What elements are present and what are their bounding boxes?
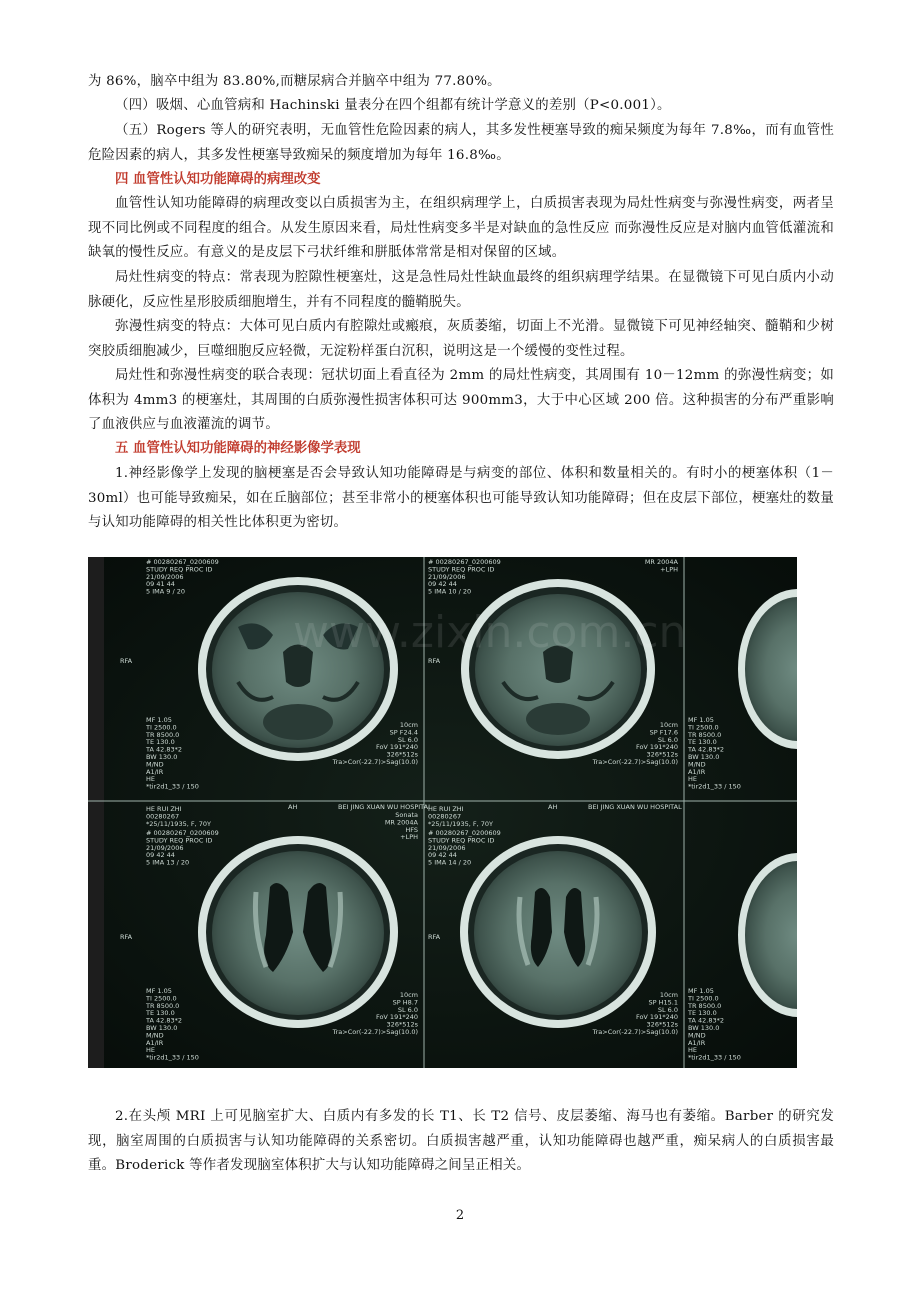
mri-right-line: 326*512s xyxy=(386,1020,418,1029)
mri-orientation-label: AH xyxy=(288,803,298,811)
mri-right-line: SL 6.0 xyxy=(657,1005,678,1014)
mri-right-line: Tra>Cor(-22.7)>Sag(10.0) xyxy=(332,1028,418,1036)
paragraph-p7: 局灶性和弥漫性病变的联合表现：冠状切面上看直径为 2mm 的局灶性病变，其周围有 10－12mm 的弥漫性病变；如体积为 4mm3 的梗塞灶，其周围的白质弥漫性损害体积可达 900mm3，大于中心区域 200 倍。这种损害的分布严重影响了血液供应与血液灌流的调节。 xyxy=(88,368,834,432)
mri-right-line: SL 6.0 xyxy=(397,735,418,744)
mri-header-line: # 00280267_0200609 xyxy=(428,558,501,566)
mri-patient-line: *25/11/1935, F, 70Y xyxy=(146,819,211,828)
mri-right-line: 326*512s xyxy=(386,750,418,759)
mri-param-line: TE 130.0 xyxy=(688,738,717,747)
paragraph-p1: 为 86%，脑卒中组为 83.80%,而糖尿病合并脑卒中组为 77.80%。 xyxy=(88,74,501,89)
mri-top-right-line: +LPH xyxy=(400,833,418,842)
mri-patient-line: *25/11/1935, F, 70Y xyxy=(428,819,493,828)
mri-orientation-label: AH xyxy=(548,803,558,811)
mri-param-line: BW 130.0 xyxy=(146,753,178,761)
mri-slice-top-left xyxy=(198,577,398,761)
brain-tissue xyxy=(474,851,642,1015)
mri-header-line: # 00280267_0200609 xyxy=(146,558,219,566)
mri-top-right-line: Sonata xyxy=(395,811,418,819)
mri-header-line: 09 41 44 xyxy=(146,580,175,589)
mri-param-line: BW 130.0 xyxy=(688,753,720,761)
mri-hospital-label: BEI JING XUAN WU HOSPITAL xyxy=(338,803,432,811)
mri-right-line: 326*512s xyxy=(646,1020,678,1029)
mri-right-line: SP H15.1 xyxy=(648,998,678,1007)
mri-param-line: A1/IR xyxy=(146,767,164,776)
mri-param-line: A1/IR xyxy=(688,1038,706,1047)
mri-slice-bottom-left xyxy=(198,836,398,1028)
mri-param-line: M/ND xyxy=(688,1031,706,1040)
mri-right-line: SP F24.4 xyxy=(389,728,418,737)
film-left-edge xyxy=(88,557,104,1068)
mri-header-line: 09 42 44 xyxy=(146,851,175,860)
mri-patient-line: HE RUI ZHI xyxy=(146,805,182,813)
mri-param-line: BW 130.0 xyxy=(688,1024,720,1032)
mri-right-line: Tra>Cor(-22.7)>Sag(10.0) xyxy=(592,758,678,766)
mri-right-line: Tra>Cor(-22.7)>Sag(10.0) xyxy=(592,1028,678,1036)
mri-header-line: 5 IMA 9 / 20 xyxy=(146,587,185,596)
mri-header-line: 21/09/2006 xyxy=(428,843,466,852)
mri-right-line: SL 6.0 xyxy=(657,735,678,744)
mri-side-label: RFA xyxy=(120,933,133,941)
mri-header-line: 5 IMA 14 / 20 xyxy=(428,858,472,867)
paragraph-p6: 弥漫性病变的特点：大体可见白质内有腔隙灶或瘢痕，灰质萎缩，切面上不光滑。显微镜下可见神经轴突、髓鞘和少树突胶质细胞减少，巨噬细胞反应轻微，无淀粉样蛋白沉积，说明这是一个缓慢的变性过程。 xyxy=(88,319,834,359)
mri-param-line: HE xyxy=(688,775,697,784)
mri-top-right-line: MR 2004A xyxy=(644,558,678,566)
mri-header-line: STUDY REQ PROC ID xyxy=(428,565,495,574)
mri-right-line: FoV 191*240 xyxy=(375,743,418,752)
brain-tissue xyxy=(212,851,384,1015)
mri-header-line: # 00280267_0200609 xyxy=(146,829,219,837)
mri-param-line: M/ND xyxy=(146,1031,164,1040)
mri-patient-line: 00280267 xyxy=(146,812,180,821)
mri-param-line: *tir2d1_33 / 150 xyxy=(688,782,741,791)
mri-side-label: RFA xyxy=(428,657,441,665)
mri-film-image xyxy=(88,557,797,1068)
mri-param-line: HE xyxy=(146,1046,155,1055)
mri-top-right-line: MR 2004A xyxy=(384,818,418,827)
mri-param-line: TI 2500.0 xyxy=(688,723,719,732)
mri-param-line: TI 2500.0 xyxy=(688,994,719,1003)
mri-header-line: STUDY REQ PROC ID xyxy=(146,836,213,845)
mri-param-line: TE 130.0 xyxy=(146,738,175,747)
mri-right-line: 326*512s xyxy=(646,750,678,759)
mri-param-line: HE xyxy=(688,1046,697,1055)
mri-header-line: STUDY REQ PROC ID xyxy=(146,565,213,574)
mri-param-line: BW 130.0 xyxy=(146,1024,178,1032)
mri-header-line: STUDY REQ PROC ID xyxy=(428,836,495,845)
mri-top-right-line: +LPH xyxy=(660,565,678,574)
section-heading-4: 四 血管性认知功能障碍的病理改变 xyxy=(115,172,321,187)
mri-right-line: SP F17.6 xyxy=(649,728,678,737)
mri-right-line: FoV 191*240 xyxy=(635,743,678,752)
mri-slice-top-right xyxy=(461,579,655,759)
paragraph-p5: 局灶性病变的特点：常表现为腔隙性梗塞灶，这是急性局灶性缺血最终的组织病理学结果。在显微镜下可见白质内小动脉硬化，反应性星形胶质细胞增生，并有不同程度的髓鞘脱失。 xyxy=(88,270,834,310)
mri-param-line: TR 8500.0 xyxy=(688,730,722,739)
mri-patient-line: HE RUI ZHI xyxy=(428,805,464,813)
page-number: 2 xyxy=(455,1208,465,1223)
mri-param-line: M/ND xyxy=(688,760,706,769)
mri-param-line: A1/IR xyxy=(146,1038,164,1047)
mri-param-line: TR 8500.0 xyxy=(688,1001,722,1010)
midbrain xyxy=(526,703,590,735)
mri-param-line: TA 42.83*2 xyxy=(688,1016,724,1025)
mri-side-label: RFA xyxy=(120,657,133,665)
mri-right-line: SL 6.0 xyxy=(397,1005,418,1014)
mri-figure xyxy=(88,557,797,1068)
mri-header-line: 21/09/2006 xyxy=(146,843,184,852)
mri-param-line: TR 8500.0 xyxy=(146,730,180,739)
mri-top-right-line: HFS xyxy=(405,825,418,834)
mri-param-line: MF 1.05 xyxy=(146,987,172,995)
mri-header-line: 21/09/2006 xyxy=(428,572,466,581)
paragraph-p4: 血管性认知功能障碍的病理改变以白质损害为主，在组织病理学上，白质损害表现为局灶性病变与弥漫性病变，两者呈现不同比例或不同程度的组合。从发生原因来看，局灶性病变多半是对缺血的急性反应 而弥漫性反应是对脑内血管低灌流和缺氧的慢性反应。有意义的是皮层下弓状纤维和胼胝体常常是相对保留的区域。 xyxy=(88,196,834,260)
mri-header-line: 21/09/2006 xyxy=(146,572,184,581)
mri-param-line: TA 42.83*2 xyxy=(146,1016,182,1025)
mri-param-line: TE 130.0 xyxy=(146,1009,175,1018)
mri-header-line: 5 IMA 13 / 20 xyxy=(146,858,190,867)
mri-param-line: *tir2d1_33 / 150 xyxy=(146,782,199,791)
mri-right-line: Tra>Cor(-22.7)>Sag(10.0) xyxy=(332,758,418,766)
mri-hospital-label: BEI JING XUAN WU HOSPITAL xyxy=(588,803,682,811)
watermark-text: www.zixin.com.cn xyxy=(293,607,687,658)
mri-param-line: *tir2d1_33 / 150 xyxy=(688,1053,741,1062)
mri-param-line: A1/IR xyxy=(688,767,706,776)
mri-param-line: M/ND xyxy=(146,760,164,769)
mri-param-line: TA 42.83*2 xyxy=(688,745,724,754)
mri-right-line: 10cm xyxy=(659,721,678,729)
paragraph-p2: （四）吸烟、心血管病和 Hachinski 量表分在四个组都有统计学意义的差别（P<0.001）。 xyxy=(115,98,671,113)
paragraph-p9: 2.在头颅 MRI 上可见脑室扩大、白质内有多发的长 T1、长 T2 信号、皮层萎缩、海马也有萎缩。Barber 的研究发现，脑室周围的白质损害与认知功能障碍的关系密切。白质损害越严重，认知功能障碍也越严重，痴呆病人的白质损害最重。Broderick 等作者发现脑室体积扩大与认知功能障碍之间呈正相关。 xyxy=(88,1109,834,1173)
mri-param-line: TI 2500.0 xyxy=(146,723,177,732)
mri-param-line: HE xyxy=(146,775,155,784)
mri-param-line: *tir2d1_33 / 150 xyxy=(146,1053,199,1062)
mri-param-line: MF 1.05 xyxy=(688,716,714,724)
paragraph-p3: （五）Rogers 等人的研究表明，无血管性危险因素的病人，其多发性梗塞导致的痴呆频度为每年 7.8‰，而有血管性危险因素的病人，其多发性梗塞导致痴呆的频度增加为每年 16.8‰。 xyxy=(88,123,834,163)
mri-param-line: MF 1.05 xyxy=(688,987,714,995)
mri-param-line: TR 8500.0 xyxy=(146,1001,180,1010)
mri-header-line: 09 42 44 xyxy=(428,851,457,860)
mri-right-line: SP H8.7 xyxy=(392,998,418,1007)
mri-slice-bottom-right xyxy=(460,836,656,1028)
mri-right-line: FoV 191*240 xyxy=(375,1013,418,1022)
mri-right-line: 10cm xyxy=(399,721,418,729)
mri-right-line: 10cm xyxy=(659,991,678,999)
mri-header-line: 09 42 44 xyxy=(428,580,457,589)
mri-param-line: TI 2500.0 xyxy=(146,994,177,1003)
mri-param-line: TA 42.83*2 xyxy=(146,745,182,754)
mri-param-line: TE 130.0 xyxy=(688,1009,717,1018)
mri-param-line: MF 1.05 xyxy=(146,716,172,724)
midbrain xyxy=(263,704,333,740)
mri-header-line: 5 IMA 10 / 20 xyxy=(428,587,472,596)
mri-right-line: 10cm xyxy=(399,991,418,999)
mri-right-line: FoV 191*240 xyxy=(635,1013,678,1022)
mri-patient-line: 00280267 xyxy=(428,812,462,821)
mri-side-label: RFA xyxy=(428,933,441,941)
paragraph-p8: 1.神经影像学上发现的脑梗塞是否会导致认知功能障碍是与病变的部位、体积和数量相关的。有时小的梗塞体积（1－30ml）也可能导致痴呆，如在丘脑部位；甚至非常小的梗塞体积也可能导致认知功能障碍；但在皮层下部位，梗塞灶的数量与认知功能障碍的相关性比体积更为密切。 xyxy=(88,466,834,530)
section-heading-5: 五 血管性认知功能障碍的神经影像学表现 xyxy=(115,441,361,456)
mri-header-line: # 00280267_0200609 xyxy=(428,829,501,837)
